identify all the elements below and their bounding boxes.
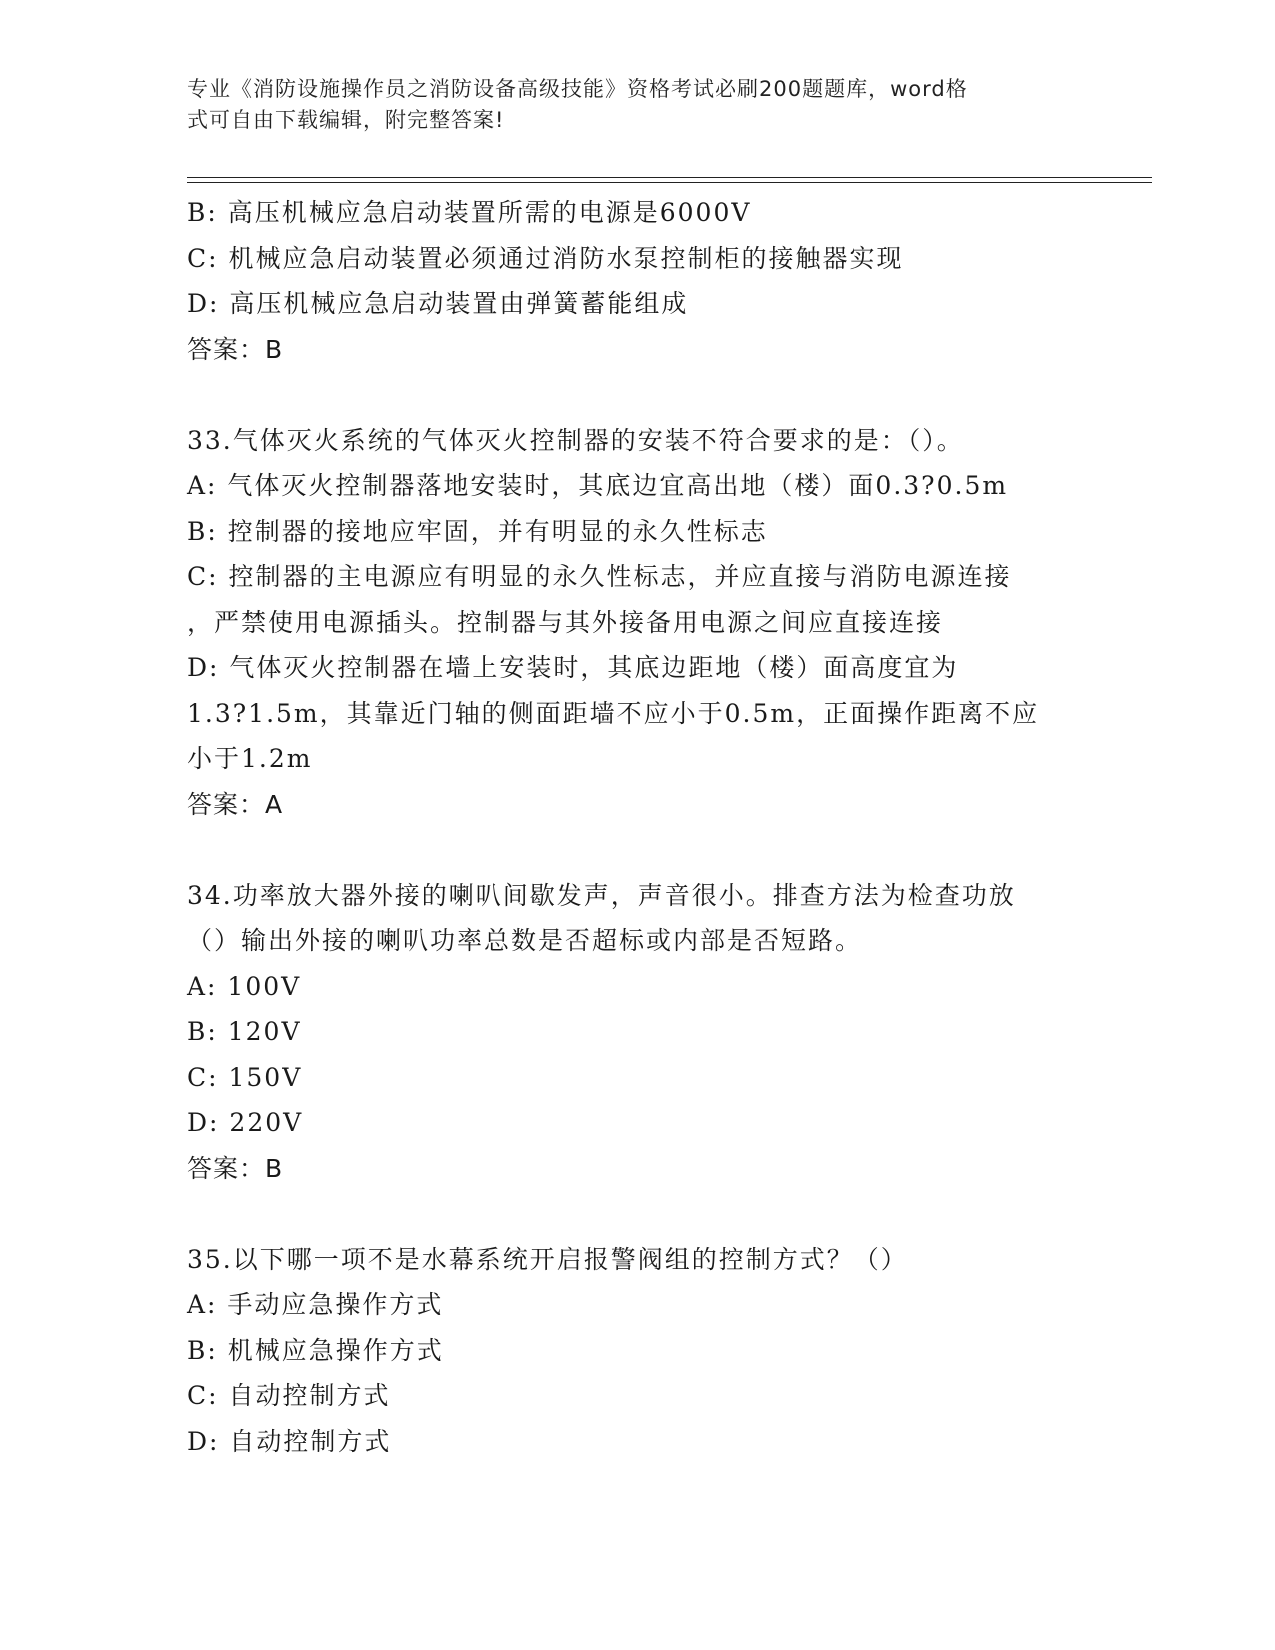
header-line-2: 式可自由下载编辑，附完整答案! [187, 108, 505, 132]
spacer [187, 827, 1087, 873]
spacer [187, 372, 1087, 418]
option-c: C: 自动控制方式 [187, 1381, 391, 1410]
option-d: D: 自动控制方式 [187, 1426, 392, 1456]
question-stem: 33.气体灭火系统的气体灭火控制器的安装不符合要求的是：（）。 [187, 425, 964, 455]
answer-text: 答案：B [187, 334, 284, 364]
option-d: D: 220V [187, 1108, 304, 1137]
question-stem: 35.以下哪一项不是水幕系统开启报警阀组的控制方式？（） [187, 1244, 908, 1274]
option-d-continued-2: 小于1.2m [187, 744, 313, 773]
option-a: A: 100V [187, 971, 302, 1001]
option-b: B: 控制器的接地应牢固，并有明显的永久性标志 [187, 516, 768, 546]
option-c: C: 150V [187, 1062, 303, 1092]
option-c: C: 机械应急启动装置必须通过消防水泵控制柜的接触器实现 [187, 243, 904, 273]
answer-text: 答案：A [187, 789, 284, 819]
header-line-1: 专业《消防设施操作员之消防设备高级技能》资格考试必刷200题题库，word格 [187, 77, 968, 101]
option-a: A: 手动应急操作方式 [187, 1290, 444, 1319]
option-d: D: 高压机械应急启动装置由弹簧蓄能组成 [187, 289, 689, 318]
option-d: D: 气体灭火控制器在墙上安装时，其底边距地（楼）面高度宜为 [187, 653, 959, 682]
option-d-continued: 1.3?1.5m，其靠近门轴的侧面距墙不应小于0.5m，正面操作距离不应 [187, 698, 1040, 728]
answer-text: 答案：B [187, 1153, 284, 1183]
question-33 [187, 418, 1087, 828]
option-a: A: 气体灭火控制器落地安装时，其底边宜高出地（楼）面0.3?0.5m [187, 471, 1009, 500]
header-divider-bottom [187, 182, 1152, 183]
header-divider-top [187, 177, 1152, 178]
option-b: B: 高压机械应急启动装置所需的电源是6000V [187, 198, 752, 227]
option-c-continued: ，严禁使用电源插头。控制器与其外接备用电源之间应直接连接 [187, 607, 944, 637]
question-32 [187, 190, 1087, 372]
option-b: B: 120V [187, 1017, 302, 1046]
question-stem: 34.功率放大器外接的喇叭间歇发声，声音很小。排查方法为检查功放 [187, 880, 1016, 910]
question-34 [187, 873, 1087, 1192]
question-35 [187, 1237, 1087, 1465]
question-stem-continued: （）输出外接的喇叭功率总数是否超标或内部是否短路。 [187, 926, 863, 955]
option-c: C: 控制器的主电源应有明显的永久性标志，并应直接与消防电源连接 [187, 562, 1012, 591]
spacer [187, 1191, 1087, 1237]
option-b: B: 机械应急操作方式 [187, 1335, 444, 1365]
document-header [187, 74, 1087, 136]
question-list [187, 190, 1087, 1464]
